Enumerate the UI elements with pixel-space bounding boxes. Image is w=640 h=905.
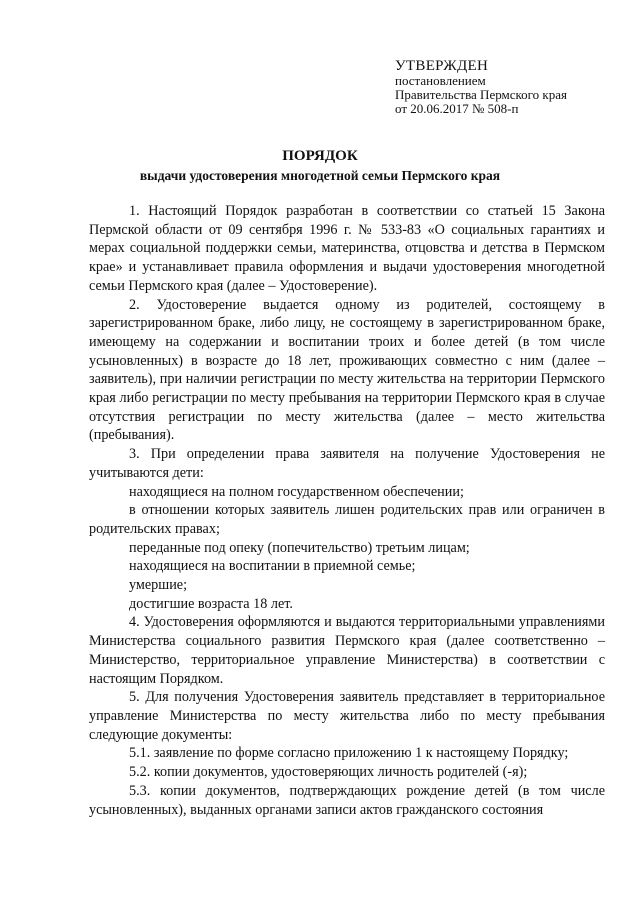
document-subtitle: выдачи удостоверения многодетной семьи Пермского края	[139, 168, 501, 183]
paragraph-5-3: 5.3. копии документов, подтверждающих рождение детей (в том числе усыновленных), выданных органами записи актов гражданского состояния	[89, 782, 605, 818]
paragraph-5-2: 5.2. копии документов, удостоверяющих личность родителей (-я);	[129, 764, 528, 781]
approval-stamp	[395, 58, 625, 116]
approval-line-3: от 20.06.2017 № 508-п	[395, 101, 519, 116]
approval-line-1: постановлением	[395, 73, 486, 88]
paragraph-1: 1. Настоящий Порядок разработан в соответствии со статьей 15 Закона Пермской области от 09 сентября 1996 г. № 533-83 «О социальных гарантиях и мерах социальной поддержки семьи, материнства, отцовства и детства в Пермском крае» и устанавливает правила оформления и выдачи удостоверения многодетной семьи Пермского края (далее – Удостоверение).	[89, 203, 605, 294]
paragraph-2: 2. Удостоверение выдается одному из родителей, состоящему в зарегистрированном браке, либо лицу, не состоящему в зарегистрированном браке, имеющему на содержании и воспитании троих и более детей (в том числе усыновленных) в возрасте до 18 лет, проживающих совместно с ним (далее – заявитель), при наличии регистрации по месту жительства на территории Пермского края либо регистрации по месту пребывания на территории Пермского края в случае отсутствия регистрации по месту жительства (далее – место жительства (пребывания).	[89, 296, 605, 444]
paragraph-3: 3. При определении права заявителя на получение Удостоверения не учитываются дети:	[89, 446, 605, 481]
paragraph-5-1: 5.1. заявление по форме согласно приложению 1 к настоящему Порядку;	[129, 745, 569, 762]
list-item-parental-rights: в отношении которых заявитель лишен родительских прав или ограничен в родительских правах;	[89, 502, 605, 537]
approval-line-2: Правительства Пермского края	[395, 87, 567, 102]
list-item-age-limit: достигшие возраста 18 лет.	[129, 595, 293, 612]
list-item-state-support: находящиеся на полном государственном обеспечении;	[129, 483, 464, 500]
document-title: ПОРЯДОК	[282, 148, 358, 164]
approval-heading: УТВЕРЖДЕН	[395, 58, 489, 74]
list-item-foster-family: находящиеся на воспитании в приемной семье;	[129, 558, 416, 575]
list-item-deceased: умершие;	[129, 577, 188, 594]
list-item-guardianship: переданные под опеку (попечительство) третьим лицам;	[129, 539, 470, 556]
paragraph-5: 5. Для получения Удостоверения заявитель представляет в территориальное управление Министерства по месту жительства либо по месту пребывания следующие документы:	[89, 689, 605, 743]
document-body	[89, 202, 605, 819]
paragraph-4: 4. Удостоверения оформляются и выдаются территориальными управлениями Министерства социального развития Пермского края (далее соответственно – Министерство, территориальное управление Министерства) в соответствии с настоящим Порядком.	[89, 614, 605, 687]
